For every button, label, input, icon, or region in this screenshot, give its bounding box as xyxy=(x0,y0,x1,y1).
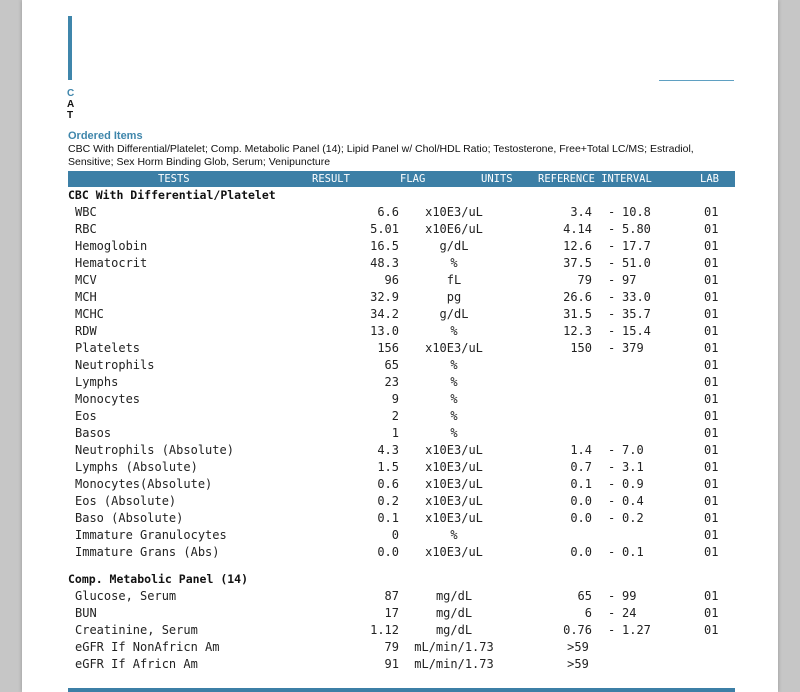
lab-code: 01 xyxy=(704,460,719,474)
result-value: 1 xyxy=(391,426,399,440)
result-value: 91 xyxy=(384,657,399,671)
table-row xyxy=(68,511,735,528)
reference-dash: - xyxy=(608,290,616,304)
col-result: RESULT xyxy=(312,173,350,185)
result-value: 6.6 xyxy=(377,205,399,219)
result-value: 96 xyxy=(384,273,399,287)
lab-code: 01 xyxy=(704,545,719,559)
units-value: x10E3/uL xyxy=(425,494,483,508)
units-value: g/dL xyxy=(439,307,469,321)
table-row xyxy=(68,239,735,256)
reference-low: 150 xyxy=(570,341,592,355)
result-value: 9 xyxy=(391,392,399,406)
lab-code: 01 xyxy=(704,511,719,525)
units-value: mg/dL xyxy=(435,589,473,603)
units-value: x10E3/uL xyxy=(425,205,483,219)
section-title: Comp. Metabolic Panel (14) xyxy=(68,572,249,586)
reference-low: 31.5 xyxy=(563,307,592,321)
header-rule xyxy=(659,80,734,81)
reference-low: 6 xyxy=(584,606,592,620)
reference-low: 0.1 xyxy=(570,477,592,491)
lab-code: 01 xyxy=(704,589,719,603)
units-value: % xyxy=(450,324,458,338)
table-row xyxy=(68,392,735,409)
reference-high: 379 xyxy=(622,341,644,355)
reference-high: 51.0 xyxy=(622,256,651,270)
table-row xyxy=(68,606,735,623)
lab-code: 01 xyxy=(704,528,719,542)
header-cut-letter-1: C xyxy=(67,88,75,99)
reference-dash: - xyxy=(608,239,616,253)
reference-high: 33.0 xyxy=(622,290,651,304)
reference-dash: - xyxy=(608,273,616,287)
result-value: 1.12 xyxy=(370,623,399,637)
units-value: x10E3/uL xyxy=(425,477,483,491)
report-page xyxy=(22,0,778,692)
reference-low: 0.0 xyxy=(570,511,592,525)
reference-low: 0.0 xyxy=(570,494,592,508)
units-value: mL/min/1.73 xyxy=(414,657,494,671)
reference-high: 0.4 xyxy=(622,494,644,508)
header-cut-letter-3: T xyxy=(67,110,74,121)
reference-dash: - xyxy=(608,307,616,321)
lab-code: 01 xyxy=(704,443,719,457)
reference-high: 0.1 xyxy=(622,545,644,559)
test-name: RDW xyxy=(75,324,97,338)
test-name: Immature Grans (Abs) xyxy=(75,545,220,559)
result-value: 1.5 xyxy=(377,460,399,474)
reference-high: 7.0 xyxy=(622,443,644,457)
table-row xyxy=(68,460,735,477)
table-row xyxy=(68,477,735,494)
units-value: x10E3/uL xyxy=(425,460,483,474)
reference-low: 0.76 xyxy=(563,623,592,637)
reference-dash: - xyxy=(608,205,616,219)
test-name: Eos (Absolute) xyxy=(75,494,177,508)
test-name: BUN xyxy=(75,606,97,620)
reference-dash: - xyxy=(608,324,616,338)
reference-high: 5.80 xyxy=(622,222,651,236)
section-title: CBC With Differential/Platelet xyxy=(68,188,276,202)
result-value: 32.9 xyxy=(370,290,399,304)
table-bottom-rule xyxy=(68,688,735,692)
units-value: % xyxy=(450,358,458,372)
reference-high: 10.8 xyxy=(622,205,651,219)
table-row xyxy=(68,426,735,443)
table-row xyxy=(68,589,735,606)
lab-code: 01 xyxy=(704,324,719,338)
test-name: Hemoglobin xyxy=(75,239,148,253)
test-name: Neutrophils (Absolute) xyxy=(75,443,234,457)
test-name: WBC xyxy=(75,205,97,219)
test-name: Hematocrit xyxy=(75,256,148,270)
lab-code: 01 xyxy=(704,426,719,440)
units-value: g/dL xyxy=(439,239,469,253)
test-name: MCH xyxy=(75,290,97,304)
result-value: 34.2 xyxy=(370,307,399,321)
units-value: % xyxy=(450,528,458,542)
result-value: 13.0 xyxy=(370,324,399,338)
units-value: % xyxy=(450,375,458,389)
result-value: 79 xyxy=(384,640,399,654)
test-name: Creatinine, Serum xyxy=(75,623,198,637)
test-name: MCV xyxy=(75,273,97,287)
lab-code: 01 xyxy=(704,392,719,406)
reference-high: 17.7 xyxy=(622,239,651,253)
units-value: % xyxy=(450,392,458,406)
col-flag: FLAG xyxy=(400,173,426,185)
table-row xyxy=(68,443,735,460)
lab-code: 01 xyxy=(704,205,719,219)
lab-code: 01 xyxy=(704,375,719,389)
test-name: Glucose, Serum xyxy=(75,589,177,603)
table-row xyxy=(68,256,735,273)
reference-high: 24 xyxy=(622,606,637,620)
table-row xyxy=(68,341,735,358)
reference-low: 4.14 xyxy=(563,222,592,236)
table-row xyxy=(68,640,735,657)
units-value: mg/dL xyxy=(435,623,473,637)
reference-dash: - xyxy=(608,545,616,559)
test-name: Immature Granulocytes xyxy=(75,528,227,542)
test-name: eGFR If NonAfricn Am xyxy=(75,640,220,654)
reference-high: 0.2 xyxy=(622,511,644,525)
result-value: 65 xyxy=(384,358,399,372)
reference-low: 26.6 xyxy=(563,290,592,304)
test-name: Eos xyxy=(75,409,97,423)
table-row xyxy=(68,324,735,341)
reference-low: 0.7 xyxy=(570,460,592,474)
result-value: 0.6 xyxy=(377,477,399,491)
results-table-header xyxy=(68,171,735,187)
lab-code: 01 xyxy=(704,409,719,423)
reference-interval: >59 xyxy=(567,640,589,654)
reference-low: 65 xyxy=(577,589,592,603)
result-value: 5.01 xyxy=(370,222,399,236)
units-value: x10E3/uL xyxy=(425,443,483,457)
test-name: Lymphs xyxy=(75,375,119,389)
reference-dash: - xyxy=(608,589,616,603)
table-row xyxy=(68,545,735,562)
reference-high: 1.27 xyxy=(622,623,651,637)
test-name: eGFR If Africn Am xyxy=(75,657,198,671)
lab-code: 01 xyxy=(704,222,719,236)
reference-dash: - xyxy=(608,606,616,620)
lab-code: 01 xyxy=(704,239,719,253)
lab-code: 01 xyxy=(704,494,719,508)
reference-high: 3.1 xyxy=(622,460,644,474)
reference-high: 15.4 xyxy=(622,324,651,338)
units-value: x10E6/uL xyxy=(425,222,483,236)
result-value: 17 xyxy=(384,606,399,620)
test-name: Baso (Absolute) xyxy=(75,511,184,525)
units-value: fL xyxy=(446,273,462,287)
lab-code: 01 xyxy=(704,358,719,372)
table-row xyxy=(68,358,735,375)
table-row xyxy=(68,290,735,307)
result-value: 48.3 xyxy=(370,256,399,270)
reference-low: 37.5 xyxy=(563,256,592,270)
table-row xyxy=(68,623,735,640)
reference-dash: - xyxy=(608,222,616,236)
reference-low: 1.4 xyxy=(570,443,592,457)
header-cut-letter-2: A xyxy=(67,99,75,110)
lab-code: 01 xyxy=(704,307,719,321)
lab-code: 01 xyxy=(704,606,719,620)
col-reference: REFERENCE INTERVAL xyxy=(538,173,652,185)
units-value: x10E3/uL xyxy=(425,341,483,355)
lab-code: 01 xyxy=(704,290,719,304)
table-row xyxy=(68,273,735,290)
table-row xyxy=(68,494,735,511)
result-value: 16.5 xyxy=(370,239,399,253)
table-row xyxy=(68,205,735,222)
header-accent-bar xyxy=(68,16,72,80)
test-name: RBC xyxy=(75,222,97,236)
units-value: % xyxy=(450,409,458,423)
ordered-items-title: Ordered Items xyxy=(68,130,143,142)
test-name: Lymphs (Absolute) xyxy=(75,460,198,474)
lab-code: 01 xyxy=(704,623,719,637)
reference-low: 12.3 xyxy=(563,324,592,338)
reference-low: 12.6 xyxy=(563,239,592,253)
reference-interval: >59 xyxy=(567,657,589,671)
col-lab: LAB xyxy=(700,173,719,185)
result-value: 4.3 xyxy=(377,443,399,457)
table-row xyxy=(68,375,735,392)
reference-dash: - xyxy=(608,443,616,457)
reference-dash: - xyxy=(608,341,616,355)
test-name: Monocytes(Absolute) xyxy=(75,477,213,491)
test-name: Basos xyxy=(75,426,112,440)
lab-code: 01 xyxy=(704,477,719,491)
table-row xyxy=(68,528,735,545)
units-value: mL/min/1.73 xyxy=(414,640,494,654)
units-value: % xyxy=(450,256,458,270)
reference-high: 99 xyxy=(622,589,637,603)
result-value: 0.0 xyxy=(377,545,399,559)
test-name: Monocytes xyxy=(75,392,141,406)
units-value: pg xyxy=(446,290,462,304)
units-value: mg/dL xyxy=(435,606,473,620)
units-value: % xyxy=(450,426,458,440)
test-name: Neutrophils xyxy=(75,358,155,372)
reference-dash: - xyxy=(608,511,616,525)
reference-dash: - xyxy=(608,477,616,491)
reference-dash: - xyxy=(608,460,616,474)
lab-code: 01 xyxy=(704,256,719,270)
table-row xyxy=(68,657,735,674)
result-value: 0.1 xyxy=(377,511,399,525)
result-value: 23 xyxy=(384,375,399,389)
result-value: 0 xyxy=(391,528,399,542)
table-row xyxy=(68,222,735,239)
table-row xyxy=(68,307,735,324)
test-name: Platelets xyxy=(75,341,141,355)
reference-high: 35.7 xyxy=(622,307,651,321)
test-name: MCHC xyxy=(75,307,104,321)
reference-dash: - xyxy=(608,494,616,508)
reference-dash: - xyxy=(608,256,616,270)
ordered-items-text: CBC With Differential/Platelet; Comp. Metabolic Panel (14); Lipid Panel w/ Chol/HDL Ratio; Testosterone, Free+Total LC/MS; Estradiol, Sensitive; Sex Horm Binding Glob, Serum; Venipuncture xyxy=(68,143,694,168)
table-row xyxy=(68,409,735,426)
reference-high: 0.9 xyxy=(622,477,644,491)
lab-code: 01 xyxy=(704,273,719,287)
col-tests: TESTS xyxy=(158,173,190,185)
units-value: x10E3/uL xyxy=(425,545,483,559)
lab-code: 01 xyxy=(704,341,719,355)
reference-low: 79 xyxy=(577,273,592,287)
reference-low: 3.4 xyxy=(570,205,592,219)
result-value: 156 xyxy=(377,341,399,355)
result-value: 2 xyxy=(391,409,399,423)
reference-high: 97 xyxy=(622,273,637,287)
result-value: 87 xyxy=(384,589,399,603)
reference-dash: - xyxy=(608,623,616,637)
reference-low: 0.0 xyxy=(570,545,592,559)
result-value: 0.2 xyxy=(377,494,399,508)
col-units: UNITS xyxy=(481,173,513,185)
units-value: x10E3/uL xyxy=(425,511,483,525)
